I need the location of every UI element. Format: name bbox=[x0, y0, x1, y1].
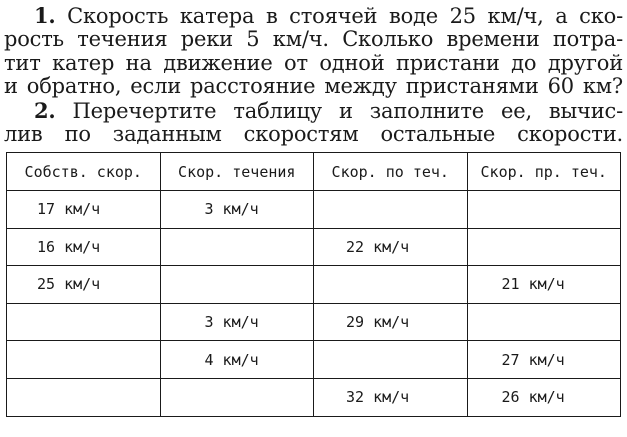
table-cell bbox=[160, 266, 314, 304]
table-cell bbox=[7, 303, 161, 341]
problems-text bbox=[4, 4, 623, 146]
table-row bbox=[7, 191, 621, 229]
table-cell bbox=[467, 191, 621, 229]
header-current-speed: Скор. течения bbox=[160, 153, 314, 191]
table-cell: 4 км/ч bbox=[160, 341, 314, 379]
table-cell bbox=[160, 378, 314, 416]
table-cell bbox=[7, 378, 161, 416]
table-cell: 27 км/ч bbox=[467, 341, 621, 379]
table-cell bbox=[314, 341, 468, 379]
table-cell bbox=[467, 228, 621, 266]
header-upstream-speed: Скор. пр. теч. bbox=[467, 153, 621, 191]
table-row bbox=[7, 341, 621, 379]
table-cell bbox=[467, 303, 621, 341]
table-row bbox=[7, 266, 621, 304]
problem-1-line-3: тит катер на движение от одной пристани до другой bbox=[4, 51, 623, 75]
problem-1-line-1 bbox=[4, 4, 623, 28]
problem-2-number: 2. bbox=[34, 98, 56, 123]
table-row bbox=[7, 378, 621, 416]
table-cell: 29 км/ч bbox=[314, 303, 468, 341]
problem-2 bbox=[4, 99, 623, 147]
problem-1-line-4: и обратно, если расстояние между пристанями 60 км? bbox=[4, 75, 623, 99]
header-downstream-speed: Скор. по теч. bbox=[314, 153, 468, 191]
problem-2-line-1 bbox=[4, 99, 623, 123]
table-cell: 3 км/ч bbox=[160, 191, 314, 229]
table-cell: 3 км/ч bbox=[160, 303, 314, 341]
table-cell: 32 км/ч bbox=[314, 378, 468, 416]
problem-2-line-2: лив по заданным скоростям остальные скорости. bbox=[4, 123, 623, 147]
speeds-table bbox=[6, 152, 621, 417]
problem-1-text-1: Скорость катера в стоячей воде 25 км/ч, а ско- bbox=[55, 4, 623, 28]
table-cell: 22 км/ч bbox=[314, 228, 468, 266]
table-header-row bbox=[7, 153, 621, 191]
header-own-speed: Собств. скор. bbox=[7, 153, 161, 191]
problem-1-line-2: рость течения реки 5 км/ч. Сколько времени потра- bbox=[4, 28, 623, 52]
problem-2-text-1: Перечертите таблицу и заполните ее, вычис- bbox=[55, 98, 623, 123]
table-cell bbox=[314, 266, 468, 304]
table-cell: 21 км/ч bbox=[467, 266, 621, 304]
table-row bbox=[7, 228, 621, 266]
table-cell: 26 км/ч bbox=[467, 378, 621, 416]
table-cell bbox=[314, 191, 468, 229]
table-cell: 17 км/ч bbox=[7, 191, 161, 229]
problem-1-number: 1. bbox=[34, 4, 56, 28]
table-cell bbox=[7, 341, 161, 379]
table-cell bbox=[160, 228, 314, 266]
table-cell: 25 км/ч bbox=[7, 266, 161, 304]
table-row bbox=[7, 303, 621, 341]
table-cell: 16 км/ч bbox=[7, 228, 161, 266]
problem-1 bbox=[4, 4, 623, 99]
